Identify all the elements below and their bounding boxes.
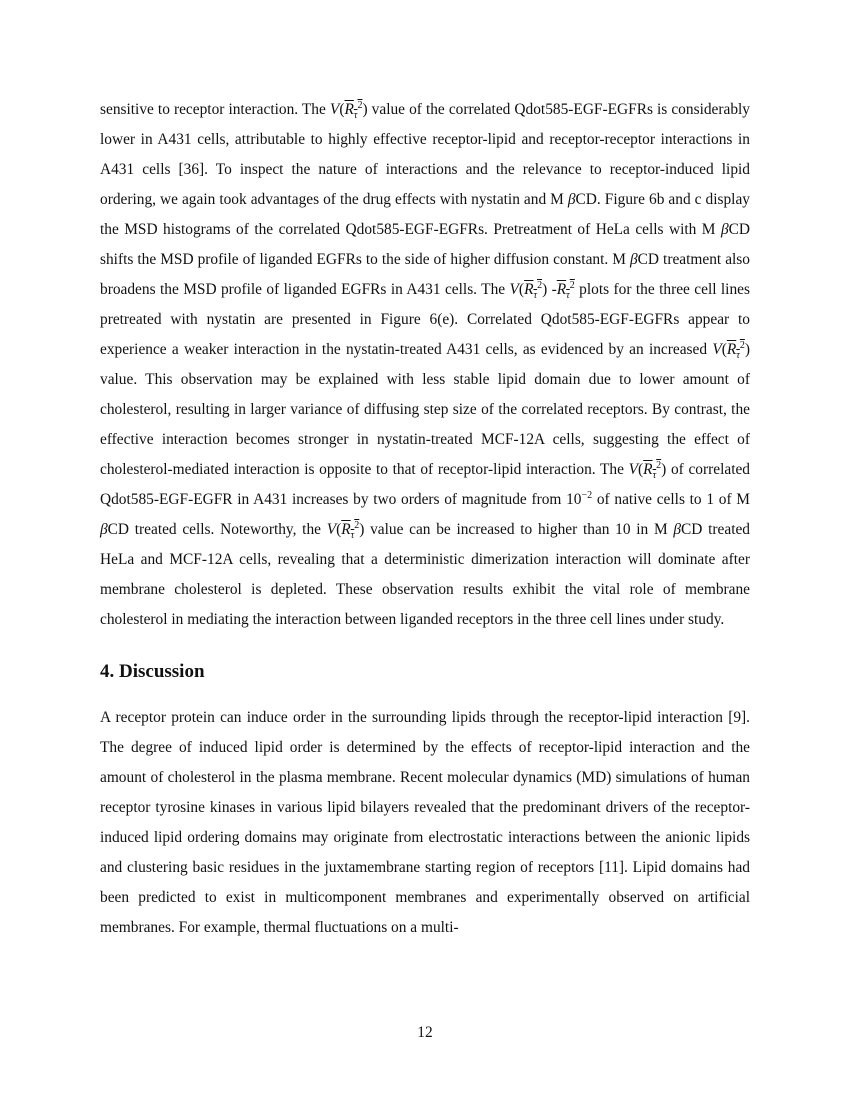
math-paren: ) [362,101,368,118]
math-paren: ) [542,281,548,298]
math-exp: 2 [357,99,363,111]
math-paren: ( [638,461,644,478]
text-run: CD shifts the MSD profile of liganded EGFRs to the side of higher diffusion constant. M [100,221,750,268]
math-overline [524,279,543,302]
formula-variance-r-tau [326,519,365,542]
math-beta: β [567,191,576,208]
math-tau: τ [652,470,657,482]
math-exp: 2 [739,339,745,351]
math-paren: ) [359,521,365,538]
math-v: V [329,101,340,118]
text-run: value. This observation may be explained with less stable lipid domain due to lower amount of cholesterol, resulting in larger variance of diffusing step size of the correlated receptors. By contrast, the effective interaction becomes stronger in nystatin-treated MCF-12A cells, suggesting the effect of cholesterol-mediated interaction is opposite to that of receptor-lipid interaction. The [100,371,750,478]
math-beta: β [720,221,729,238]
math-exp: −2 [581,489,593,501]
math-paren: ) [661,461,667,478]
math-v: V [509,281,519,298]
math-tau: τ [566,290,570,302]
page-body [100,95,750,943]
math-paren: ) [744,341,750,358]
paragraph-results [100,95,750,635]
math-v: V [326,521,337,538]
math-tau: τ [350,530,355,542]
math-exp: 2 [354,519,360,531]
text-run: plots for the three cell lines pretreated with nystatin are presented in Figure 6(e). Correlated Qdot585-EGF-EGFRs appear to experience a weaker interaction in the nystatin-treated A431 cells, as evidenced by an increased [100,281,750,358]
math-tau: τ [533,290,538,302]
math-v: V [628,461,639,478]
text-run: of correlated Qdot585-EGF-EGFR in A431 increases by two orders of magnitude from 10 [100,461,750,508]
math-overline [643,459,662,482]
formula-variance-r-tau [712,339,750,362]
math-tau: τ [736,350,740,362]
formula-r-tau-squared [556,279,575,302]
text-run: CD treated cells. Noteworthy, the [107,521,327,538]
math-r: R [344,101,354,118]
math-v: V [712,341,722,358]
math-beta: β [629,251,638,268]
math-paren: ( [518,281,525,298]
math-r: R [524,281,534,298]
text-run: of native cells to 1 of M [592,491,750,508]
text-run: value can be increased to higher than 10 in M [364,521,674,538]
text-run: CD treated HeLa and MCF-12A cells, revealing that a deterministic dimerization interaction will dominate after membrane cholesterol is depleted. These observation results exhibit the vital role of membrane cholesterol in mediating the interaction between liganded receptors in the three cell lines under study. [100,521,751,628]
math-r: R [341,521,351,538]
math-r: R [726,341,737,358]
math-overline [344,99,363,122]
math-r: R [556,281,567,298]
math-exp: 2 [656,459,662,471]
text-run: value of the correlated Qdot585-EGF-EGFRs is considerably lower in A431 cells, attributable to highly effective receptor-lipid and receptor-receptor interactions in A431 cells [36]. To inspect the nature of interactions and the relevance to receptor-induced lipid ordering, we again took advantages of the drug effects with nystatin and M [100,101,750,208]
math-r: R [643,461,653,478]
math-paren: ( [336,521,342,538]
math-overline [726,339,745,362]
math-paren: ( [339,101,345,118]
math-exp: 2 [537,279,543,291]
math-exp: 2 [569,279,575,291]
math-beta: β [100,521,108,538]
text-run: CD treatment also broadens the MSD profile of liganded EGFRs in A431 cells. The [100,251,750,298]
formula-variance-r-tau [329,99,368,122]
math-overline [341,519,360,542]
math-tau: τ [353,110,358,122]
page-number: 12 [417,1024,433,1041]
paragraph-discussion: A receptor protein can induce order in the surrounding lipids through the receptor-lipid interaction [9]. The degree of induced lipid order is determined by the effects of receptor-lipid interaction and the amount of cholesterol in the plasma membrane. Recent molecular dynamics (MD) simulations of human receptor tyrosine kinases in various lipid bilayers revealed that the predominant drivers of the receptor-induced lipid ordering domains may originate from electrostatic interactions between the anionic lipids and clustering basic residues in the juxtamembrane starting region of receptors [11]. Lipid domains had been predicted to exist in multicomponent membranes and experimentally observed on artificial membranes. For example, thermal fluctuations on a multi- [100,709,750,936]
section-heading: 4. Discussion [100,661,205,682]
formula-variance-r-tau [509,279,548,302]
text-run: CD. Figure 6b and c display the MSD histograms of the correlated Qdot585-EGF-EGFRs. Pretreatment of HeLa cells with M [100,191,750,238]
math-paren: ( [721,341,727,358]
math-beta: β [673,521,682,538]
text-run: sensitive to receptor interaction. The [100,101,330,118]
math-dash: - [547,281,557,298]
formula-variance-r-tau [628,459,667,482]
